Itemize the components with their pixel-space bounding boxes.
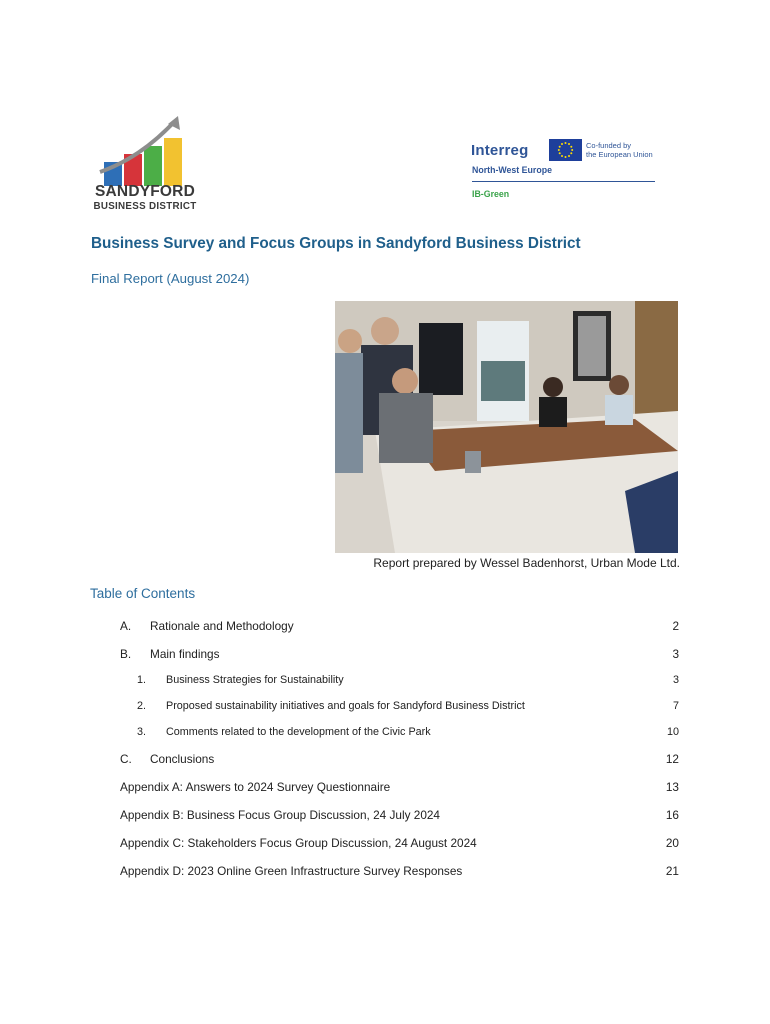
eu-flag-icon bbox=[549, 139, 582, 161]
logo-bar-green bbox=[144, 146, 162, 186]
logo-name-line1: SANDYFORD bbox=[95, 183, 195, 200]
photo-caption: Report prepared by Wessel Badenhorst, Urban Mode Ltd. bbox=[373, 556, 680, 570]
toc-item-number: 3. bbox=[137, 726, 147, 738]
toc-item-page: 12 bbox=[665, 752, 679, 766]
toc-item-label: Rationale and Methodology bbox=[150, 619, 294, 633]
toc-item-number: B. bbox=[120, 647, 132, 661]
toc-item-page: 10 bbox=[666, 726, 679, 738]
toc-item-number: 2. bbox=[137, 700, 147, 712]
toc-item-label: Appendix B: Business Focus Group Discussion, 24 July 2024 bbox=[120, 808, 440, 822]
toc-item-page: 2 bbox=[672, 619, 679, 633]
cofunded-line2: the European Union bbox=[586, 150, 653, 159]
toc-item-label: Business Strategies for Sustainability bbox=[166, 674, 344, 686]
logo-name-line2: BUSINESS DISTRICT bbox=[93, 201, 197, 212]
toc-item-number: 1. bbox=[137, 674, 147, 686]
document-subtitle: Final Report (August 2024) bbox=[91, 271, 250, 286]
document-title: Business Survey and Focus Groups in Sandyford Business District bbox=[91, 235, 581, 252]
meeting-photo bbox=[335, 301, 678, 553]
toc-item-label: Comments related to the development of the Civic Park bbox=[166, 726, 431, 738]
interreg-wordmark: Interreg bbox=[471, 142, 529, 159]
toc-item-page: 20 bbox=[665, 836, 679, 850]
toc-item-label: Proposed sustainability initiatives and goals for Sandyford Business District bbox=[166, 700, 525, 712]
toc-item-page: 16 bbox=[665, 808, 679, 822]
cofunded-line1: Co-funded by bbox=[586, 141, 632, 150]
partner-divider bbox=[472, 181, 655, 182]
toc-item-page: 3 bbox=[672, 674, 679, 686]
toc-item-label: Appendix D: 2023 Online Green Infrastructure Survey Responses bbox=[120, 864, 463, 878]
toc-item-page: 13 bbox=[665, 780, 679, 794]
toc-item-label: Appendix A: Answers to 2024 Survey Questionnaire bbox=[120, 780, 391, 794]
toc-heading: Table of Contents bbox=[90, 586, 196, 601]
toc-item-page: 3 bbox=[672, 647, 679, 661]
logo-bar-yellow bbox=[164, 138, 182, 186]
toc-item-page: 7 bbox=[672, 700, 679, 712]
toc-item-number: A. bbox=[120, 619, 132, 633]
region-label: North-West Europe bbox=[472, 165, 552, 175]
toc-item-label: Appendix C: Stakeholders Focus Group Discussion, 24 August 2024 bbox=[120, 836, 477, 850]
toc-item-label: Conclusions bbox=[150, 752, 215, 766]
toc-item-number: C. bbox=[120, 752, 132, 766]
toc-item-label: Main findings bbox=[150, 647, 220, 661]
project-label: IB-Green bbox=[472, 189, 510, 199]
toc-item-page: 21 bbox=[665, 864, 679, 878]
